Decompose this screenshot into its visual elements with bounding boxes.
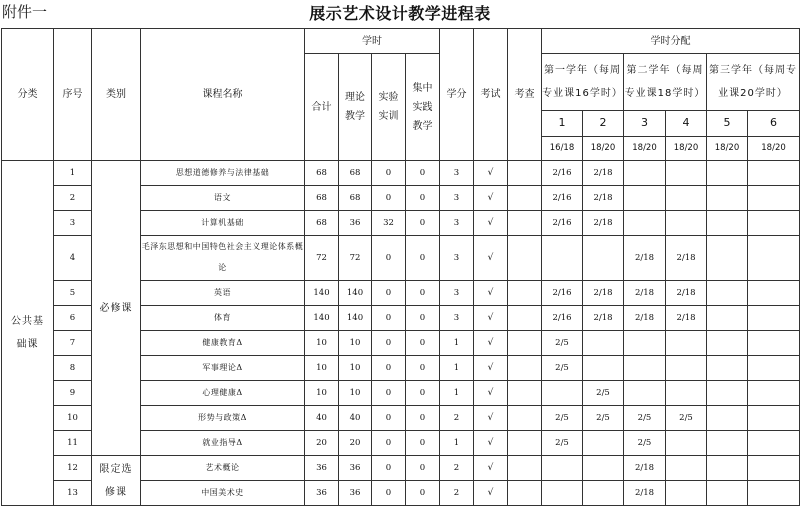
semester-3-allocation xyxy=(624,211,666,236)
header-year-1: 第一学年（每周专业课16学时） xyxy=(542,54,624,111)
header-lab xyxy=(372,54,406,161)
course-exam-mark: √ xyxy=(474,431,508,456)
course-seq: 1 xyxy=(54,161,92,186)
course-practice-hours: 0 xyxy=(406,406,440,431)
course-credits: 3 xyxy=(440,281,474,306)
course-lab-hours: 0 xyxy=(372,306,406,331)
course-practice-hours: 0 xyxy=(406,356,440,381)
semester-2-allocation xyxy=(583,456,624,481)
course-theory-hours: 36 xyxy=(339,456,372,481)
course-lab-hours: 0 xyxy=(372,331,406,356)
semester-6-allocation xyxy=(748,186,800,211)
semester-3-allocation: 2/5 xyxy=(624,431,666,456)
semester-2-allocation xyxy=(583,356,624,381)
semester-1-allocation xyxy=(542,236,583,281)
type-limited-elective: 限定选修课 xyxy=(92,456,141,506)
semester-6-allocation xyxy=(748,211,800,236)
annex-label: 附件一 xyxy=(2,3,48,21)
course-practice-hours: 0 xyxy=(406,161,440,186)
course-name: 健康教育Δ xyxy=(141,331,305,356)
course-total-hours: 36 xyxy=(305,481,339,506)
course-total-hours: 36 xyxy=(305,456,339,481)
type-required: 必修课 xyxy=(92,161,141,456)
course-check-mark xyxy=(508,381,542,406)
course-check-mark xyxy=(508,211,542,236)
semester-2-allocation xyxy=(583,236,624,281)
semester-4-allocation xyxy=(666,161,707,186)
header-exam: 考试 xyxy=(474,29,508,161)
semester-1-allocation xyxy=(542,481,583,506)
header-weeks-2: 18/20 xyxy=(583,137,624,161)
course-seq: 7 xyxy=(54,331,92,356)
semester-3-allocation xyxy=(624,186,666,211)
semester-2-allocation: 2/18 xyxy=(583,211,624,236)
course-credits: 1 xyxy=(440,356,474,381)
semester-1-allocation: 2/5 xyxy=(542,406,583,431)
course-name: 中国美术史 xyxy=(141,481,305,506)
semester-2-allocation xyxy=(583,481,624,506)
semester-5-allocation xyxy=(707,161,748,186)
semester-4-allocation xyxy=(666,431,707,456)
table-body xyxy=(2,161,800,506)
course-theory-hours: 10 xyxy=(339,331,372,356)
semester-4-allocation xyxy=(666,381,707,406)
course-total-hours: 140 xyxy=(305,306,339,331)
course-check-mark xyxy=(508,161,542,186)
course-theory-hours: 36 xyxy=(339,211,372,236)
semester-1-allocation: 2/16 xyxy=(542,161,583,186)
course-practice-hours: 0 xyxy=(406,456,440,481)
course-practice-hours: 0 xyxy=(406,306,440,331)
header-practice xyxy=(406,54,440,161)
course-lab-hours: 0 xyxy=(372,481,406,506)
course-lab-hours: 32 xyxy=(372,211,406,236)
semester-5-allocation xyxy=(707,456,748,481)
course-lab-hours: 0 xyxy=(372,236,406,281)
course-seq: 9 xyxy=(54,381,92,406)
semester-2-allocation: 2/5 xyxy=(583,381,624,406)
course-check-mark xyxy=(508,456,542,481)
course-total-hours: 10 xyxy=(305,356,339,381)
semester-5-allocation xyxy=(707,281,748,306)
course-credits: 3 xyxy=(440,211,474,236)
course-theory-hours: 140 xyxy=(339,306,372,331)
header-semester-6: 6 xyxy=(748,111,800,137)
header-semester-5: 5 xyxy=(707,111,748,137)
course-credits: 2 xyxy=(440,406,474,431)
course-seq: 12 xyxy=(54,456,92,481)
course-lab-hours: 0 xyxy=(372,381,406,406)
semester-2-allocation: 2/18 xyxy=(583,161,624,186)
course-exam-mark: √ xyxy=(474,331,508,356)
course-seq: 6 xyxy=(54,306,92,331)
course-total-hours: 68 xyxy=(305,186,339,211)
semester-2-allocation: 2/18 xyxy=(583,281,624,306)
semester-1-allocation: 2/5 xyxy=(542,431,583,456)
course-exam-mark: √ xyxy=(474,236,508,281)
semester-6-allocation xyxy=(748,236,800,281)
semester-1-allocation: 2/16 xyxy=(542,281,583,306)
course-lab-hours: 0 xyxy=(372,161,406,186)
semester-2-allocation xyxy=(583,331,624,356)
header-weeks-3: 18/20 xyxy=(624,137,666,161)
semester-4-allocation: 2/18 xyxy=(666,306,707,331)
course-check-mark xyxy=(508,186,542,211)
course-exam-mark: √ xyxy=(474,456,508,481)
course-exam-mark: √ xyxy=(474,306,508,331)
course-name: 计算机基础 xyxy=(141,211,305,236)
header-weeks-6: 18/20 xyxy=(748,137,800,161)
course-lab-hours: 0 xyxy=(372,431,406,456)
semester-3-allocation: 2/5 xyxy=(624,406,666,431)
semester-3-allocation: 2/18 xyxy=(624,281,666,306)
course-seq: 11 xyxy=(54,431,92,456)
course-exam-mark: √ xyxy=(474,406,508,431)
semester-3-allocation: 2/18 xyxy=(624,481,666,506)
semester-5-allocation xyxy=(707,381,748,406)
semester-5-allocation xyxy=(707,431,748,456)
course-practice-hours: 0 xyxy=(406,331,440,356)
course-name: 语文 xyxy=(141,186,305,211)
course-practice-hours: 0 xyxy=(406,186,440,211)
course-credits: 3 xyxy=(440,306,474,331)
semester-4-allocation xyxy=(666,211,707,236)
header-theory-label: 理论教学 xyxy=(345,92,365,122)
header-allocation-group: 学时分配 xyxy=(542,29,800,54)
course-name: 就业指导Δ xyxy=(141,431,305,456)
course-check-mark xyxy=(508,481,542,506)
semester-3-allocation: 2/18 xyxy=(624,236,666,281)
semester-3-allocation: 2/18 xyxy=(624,306,666,331)
course-total-hours: 10 xyxy=(305,381,339,406)
semester-1-allocation: 2/16 xyxy=(542,211,583,236)
semester-4-allocation xyxy=(666,456,707,481)
course-seq: 2 xyxy=(54,186,92,211)
semester-5-allocation xyxy=(707,306,748,331)
semester-1-allocation xyxy=(542,381,583,406)
course-name: 形势与政策Δ xyxy=(141,406,305,431)
semester-3-allocation xyxy=(624,381,666,406)
semester-6-allocation xyxy=(748,281,800,306)
course-name: 毛泽东思想和中国特色社会主义理论体系概论 xyxy=(141,236,305,281)
header-weeks-5: 18/20 xyxy=(707,137,748,161)
semester-5-allocation xyxy=(707,186,748,211)
semester-4-allocation: 2/5 xyxy=(666,406,707,431)
course-exam-mark: √ xyxy=(474,186,508,211)
header-theory xyxy=(339,54,372,161)
header-semester-2: 2 xyxy=(583,111,624,137)
semester-2-allocation xyxy=(583,431,624,456)
semester-1-allocation: 2/5 xyxy=(542,331,583,356)
semester-5-allocation xyxy=(707,236,748,281)
semester-3-allocation: 2/18 xyxy=(624,456,666,481)
semester-4-allocation xyxy=(666,186,707,211)
course-check-mark xyxy=(508,281,542,306)
course-total-hours: 40 xyxy=(305,406,339,431)
course-check-mark xyxy=(508,406,542,431)
course-lab-hours: 0 xyxy=(372,456,406,481)
header-hours-group: 学时 xyxy=(305,29,440,54)
course-seq: 10 xyxy=(54,406,92,431)
course-practice-hours: 0 xyxy=(406,481,440,506)
header-weeks-4: 18/20 xyxy=(666,137,707,161)
course-credits: 2 xyxy=(440,456,474,481)
course-credits: 1 xyxy=(440,381,474,406)
semester-3-allocation xyxy=(624,356,666,381)
semester-5-allocation xyxy=(707,481,748,506)
header-total: 合计 xyxy=(305,54,339,161)
course-total-hours: 68 xyxy=(305,211,339,236)
course-lab-hours: 0 xyxy=(372,356,406,381)
semester-5-allocation xyxy=(707,356,748,381)
semester-6-allocation xyxy=(748,356,800,381)
course-name: 体育 xyxy=(141,306,305,331)
course-credits: 3 xyxy=(440,161,474,186)
course-seq: 8 xyxy=(54,356,92,381)
course-theory-hours: 140 xyxy=(339,281,372,306)
course-theory-hours: 72 xyxy=(339,236,372,281)
semester-2-allocation: 2/18 xyxy=(583,306,624,331)
course-check-mark xyxy=(508,236,542,281)
semester-6-allocation xyxy=(748,431,800,456)
course-credits: 3 xyxy=(440,236,474,281)
header-check: 考查 xyxy=(508,29,542,161)
header-practice-label: 集中实践教学 xyxy=(412,82,433,132)
semester-6-allocation xyxy=(748,406,800,431)
header-category: 分类 xyxy=(2,29,54,161)
course-check-mark xyxy=(508,306,542,331)
semester-3-allocation xyxy=(624,331,666,356)
header-year-3: 第三学年（每周专业课20学时） xyxy=(707,54,800,111)
course-check-mark xyxy=(508,356,542,381)
semester-4-allocation: 2/18 xyxy=(666,236,707,281)
course-name: 军事理论Δ xyxy=(141,356,305,381)
table-row xyxy=(2,161,800,186)
semester-6-allocation xyxy=(748,481,800,506)
header-weeks-1: 16/18 xyxy=(542,137,583,161)
course-exam-mark: √ xyxy=(474,356,508,381)
course-lab-hours: 0 xyxy=(372,406,406,431)
semester-1-allocation xyxy=(542,456,583,481)
course-name: 艺术概论 xyxy=(141,456,305,481)
course-theory-hours: 10 xyxy=(339,356,372,381)
teaching-plan-table xyxy=(1,28,800,506)
course-name: 思想道德修养与法律基础 xyxy=(141,161,305,186)
course-credits: 1 xyxy=(440,431,474,456)
table-row xyxy=(2,456,800,481)
course-exam-mark: √ xyxy=(474,481,508,506)
course-exam-mark: √ xyxy=(474,281,508,306)
course-practice-hours: 0 xyxy=(406,281,440,306)
header-semester-4: 4 xyxy=(666,111,707,137)
course-theory-hours: 36 xyxy=(339,481,372,506)
header-seq: 序号 xyxy=(54,29,92,161)
semester-2-allocation: 2/5 xyxy=(583,406,624,431)
course-credits: 3 xyxy=(440,186,474,211)
course-seq: 3 xyxy=(54,211,92,236)
semester-3-allocation xyxy=(624,161,666,186)
semester-6-allocation xyxy=(748,161,800,186)
course-lab-hours: 0 xyxy=(372,186,406,211)
semester-4-allocation xyxy=(666,356,707,381)
course-total-hours: 10 xyxy=(305,331,339,356)
course-exam-mark: √ xyxy=(474,381,508,406)
semester-6-allocation xyxy=(748,331,800,356)
semester-5-allocation xyxy=(707,406,748,431)
course-practice-hours: 0 xyxy=(406,236,440,281)
course-total-hours: 72 xyxy=(305,236,339,281)
course-exam-mark: √ xyxy=(474,161,508,186)
header-course-name: 课程名称 xyxy=(141,29,305,161)
course-exam-mark: √ xyxy=(474,211,508,236)
course-seq: 13 xyxy=(54,481,92,506)
header-year-2: 第二学年（每周专业课18学时） xyxy=(624,54,707,111)
table-header xyxy=(2,29,800,161)
header-semester-3: 3 xyxy=(624,111,666,137)
header-credits: 学分 xyxy=(440,29,474,161)
course-credits: 1 xyxy=(440,331,474,356)
course-practice-hours: 0 xyxy=(406,431,440,456)
course-seq: 4 xyxy=(54,236,92,281)
header-semester-1: 1 xyxy=(542,111,583,137)
course-credits: 2 xyxy=(440,481,474,506)
course-total-hours: 20 xyxy=(305,431,339,456)
semester-1-allocation: 2/5 xyxy=(542,356,583,381)
course-theory-hours: 68 xyxy=(339,161,372,186)
course-seq: 5 xyxy=(54,281,92,306)
semester-5-allocation xyxy=(707,211,748,236)
course-theory-hours: 40 xyxy=(339,406,372,431)
course-total-hours: 68 xyxy=(305,161,339,186)
course-total-hours: 140 xyxy=(305,281,339,306)
semester-6-allocation xyxy=(748,381,800,406)
course-theory-hours: 20 xyxy=(339,431,372,456)
course-name: 英语 xyxy=(141,281,305,306)
semester-4-allocation xyxy=(666,481,707,506)
course-name: 心理健康Δ xyxy=(141,381,305,406)
course-theory-hours: 10 xyxy=(339,381,372,406)
semester-5-allocation xyxy=(707,331,748,356)
semester-6-allocation xyxy=(748,306,800,331)
semester-1-allocation: 2/16 xyxy=(542,306,583,331)
header-type: 类别 xyxy=(92,29,141,161)
semester-6-allocation xyxy=(748,456,800,481)
course-check-mark xyxy=(508,431,542,456)
page-title: 展示艺术设计教学进程表 xyxy=(309,4,491,23)
course-theory-hours: 68 xyxy=(339,186,372,211)
course-lab-hours: 0 xyxy=(372,281,406,306)
course-check-mark xyxy=(508,331,542,356)
header-lab-label: 实验实训 xyxy=(378,92,399,122)
course-practice-hours: 0 xyxy=(406,211,440,236)
course-practice-hours: 0 xyxy=(406,381,440,406)
category-public-basic: 公共基础课 xyxy=(2,161,54,506)
semester-4-allocation xyxy=(666,331,707,356)
semester-1-allocation: 2/16 xyxy=(542,186,583,211)
semester-4-allocation: 2/18 xyxy=(666,281,707,306)
semester-2-allocation: 2/18 xyxy=(583,186,624,211)
